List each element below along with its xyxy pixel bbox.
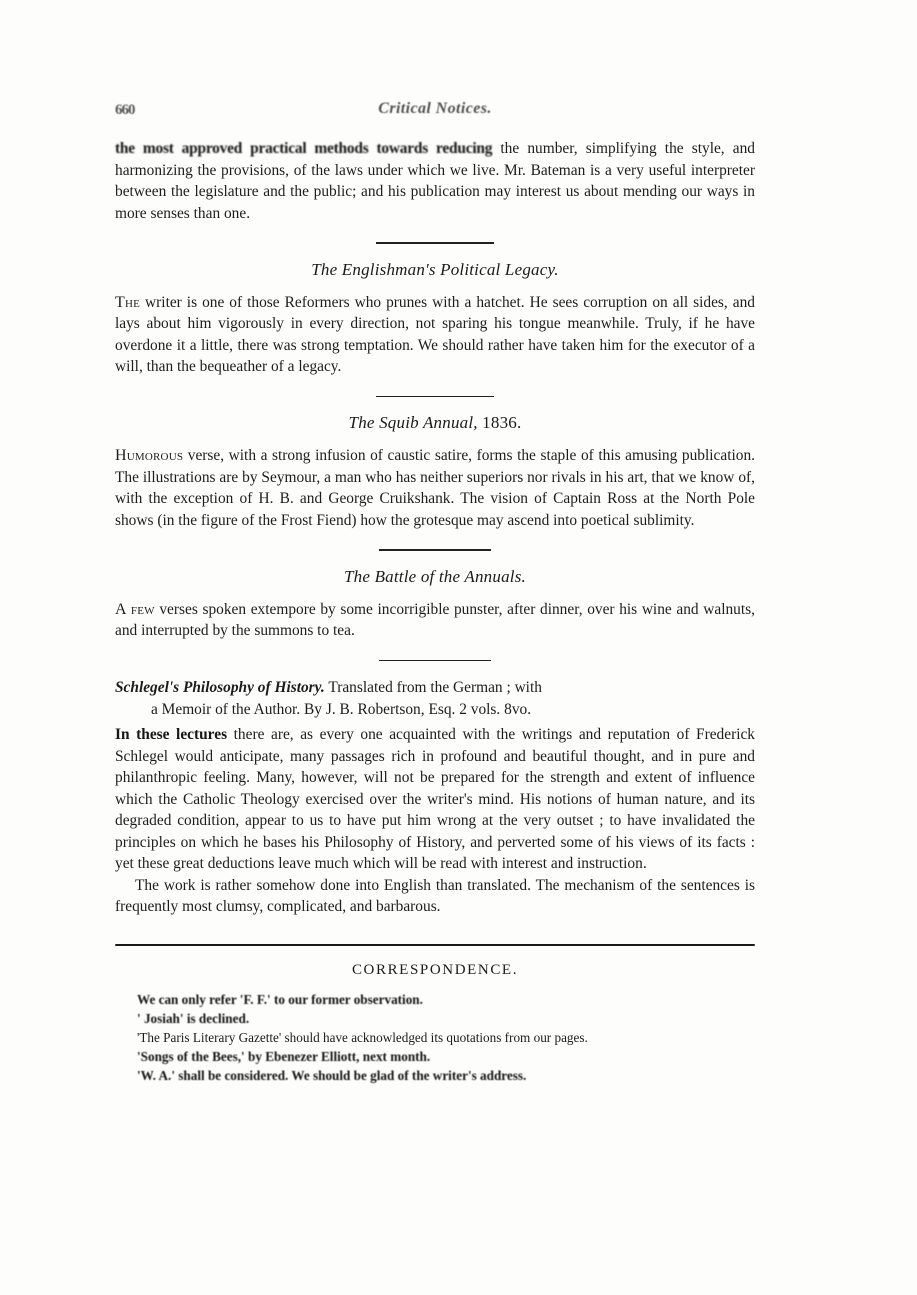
- booknote-note: Translated from the German ; with: [324, 679, 542, 697]
- booknote-schlegel: [115, 677, 755, 720]
- section-divider: [376, 242, 494, 244]
- heading-squib-title: The Squib Annual,: [348, 413, 478, 433]
- paragraph-battle-lead: A few: [115, 600, 155, 618]
- paragraph-schlegel-second: The work is rather somehow done into English than translated. The mechanism of the sentences is frequently most clumsy, complicated, and barbarous.: [115, 876, 755, 916]
- correspondence-item-text: 'W. A.' shall be considered. We should be glad of the writer's address.: [137, 1068, 527, 1084]
- correspondence-divider: [115, 944, 755, 946]
- paragraph-schlegel-text: there are, as every one acquainted with the writings and reputation of Frederick Schlegel would anticipate, many passages rich in profound and beautiful thought, and in pure and philanthropic feeling. Many, however, will not be prepared for the strength and extent of influence which the Catholic Theology exercised over the writer's mind. His notions of human nature, and its degraded condition, appear to us to have put him wrong at the very outset ; to have invalidated the principles on which he bases his Philosophy of History, and perverted some of his views of its facts : yet these great deductions leave much which will be read with interest and instruction.: [115, 726, 756, 873]
- heading-squib: [115, 413, 755, 433]
- correspondence-item-text: ' Josiah' is declined.: [137, 1011, 250, 1027]
- page-content: [115, 100, 755, 1086]
- paragraph-englishman-text: writer is one of those Reformers who prunes with a hatchet. He sees corruption on all sides, and lays about him vigorously in every direction, not sparing his tongue meanwhile. Truly, if he have overdone it a little, there was strong temptation. We should rather have taken him for the executor of a will, than the bequeather of a legacy.: [115, 293, 755, 376]
- list-item: [115, 1048, 755, 1066]
- correspondence-heading: CORRESPONDENCE.: [351, 962, 519, 979]
- paragraph-englishman: [115, 292, 755, 378]
- paragraph-squib-text: verse, with a strong infusion of caustic satire, forms the staple of this amusing publication. The illustrations are by Seymour, a man who has neither superiors nor rivals in his art, that we know of, with the exception of H. B. and George Cruikshank. The vision of Captain Ross at the North Pole shows (in the figure of the Frost Fiend) how the grotesque may ascend into poetical sublimity.: [115, 447, 755, 529]
- correspondence-item-text: 'Songs of the Bees,' by Ebenezer Elliott, next month.: [137, 1049, 431, 1065]
- booknote-note-second-line: a Memoir of the Author. By J. B. Robertson, Esq. 2 vols. 8vo.: [151, 700, 532, 718]
- section-divider: [379, 549, 491, 551]
- list-item: [115, 1010, 755, 1028]
- section-divider: [379, 660, 491, 662]
- heading-englishman: The Englishman's Political Legacy.: [311, 259, 559, 279]
- running-title: Critical Notices.: [378, 100, 492, 117]
- correspondence-item-text: We can only refer 'F. F.' to our former observation.: [137, 992, 423, 1008]
- section-divider: [376, 396, 494, 398]
- paragraph-battle-text: verses spoken extempore by some incorrigible punster, after dinner, over his wine and walnuts, and interrupted by the summons to tea.: [115, 600, 755, 640]
- list-item: [115, 1029, 755, 1047]
- paragraph-squib: [115, 445, 755, 531]
- correspondence-list: [115, 991, 755, 1085]
- paragraph-bateman: [115, 138, 755, 224]
- heading-squib-year: 1836.: [477, 413, 522, 433]
- running-head: [115, 100, 755, 126]
- paragraph-schlegel-lead: In these lectures: [115, 726, 228, 744]
- list-item: [115, 991, 755, 1009]
- booknote-title: Schlegel's Philosophy of History.: [115, 679, 325, 697]
- heading-battle: The Battle of the Annuals.: [344, 566, 526, 586]
- paragraph-englishman-lead: The: [115, 293, 141, 311]
- paragraph-battle: [115, 599, 755, 642]
- correspondence-item-text: 'The Paris Literary Gazette' should have acknowledged its quotations from our pages.: [137, 1030, 588, 1046]
- paragraph-schlegel: [115, 724, 755, 875]
- paragraph-squib-lead: Humorous: [115, 447, 184, 465]
- page-folio-number: 660: [115, 102, 135, 118]
- paragraph-bateman-lead: the most approved practical methods towards reducing: [115, 140, 493, 157]
- paragraph-bateman-text: the number, simplifying the style, and harmonizing the provisions, of the laws under which we live. Mr. Bateman is a very useful interpreter between the legislature and the public; and his publication may interest us about mending our ways in more senses than one.: [115, 140, 756, 222]
- list-item: [115, 1067, 755, 1085]
